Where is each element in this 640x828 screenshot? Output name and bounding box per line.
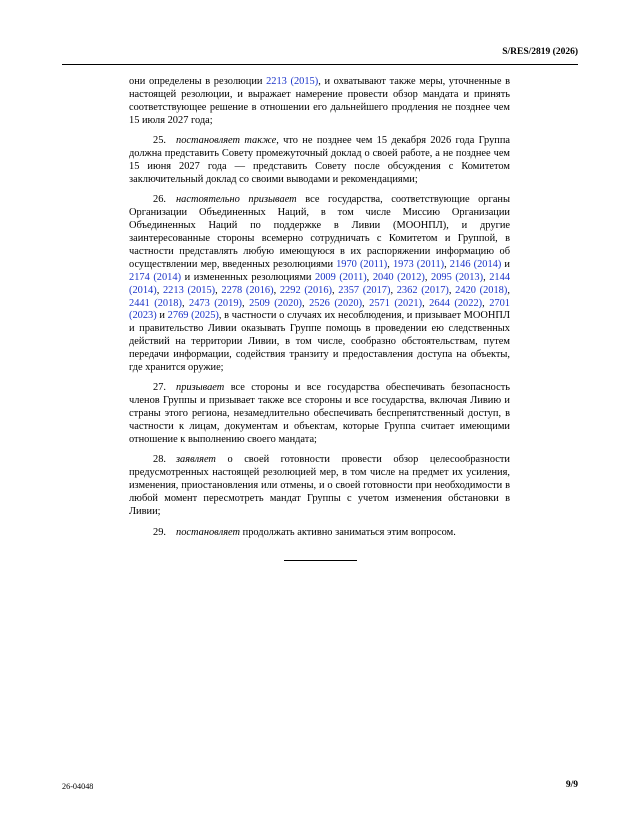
operative-paragraph: [129, 454, 510, 519]
operative-paragraph: [129, 194, 510, 375]
operative-paragraph: [129, 382, 510, 447]
resolution-link[interactable]: 2040 (2012): [372, 271, 425, 283]
page-number: 9/9: [565, 780, 578, 790]
paragraph-text: ,: [332, 284, 339, 296]
paragraph-text: ,: [273, 284, 280, 296]
resolution-link[interactable]: 2174 (2014): [129, 271, 182, 283]
paragraph-text: и измененных резолюциями: [181, 271, 316, 283]
paragraph-text: ,: [387, 258, 393, 270]
resolution-link[interactable]: 2362 (2017): [396, 284, 449, 296]
resolution-link[interactable]: 2009 (2011): [315, 271, 367, 283]
operative-verb: постановляет: [176, 526, 241, 538]
resolution-link[interactable]: 2420 (2018): [455, 284, 508, 296]
paragraph-number: 27.: [153, 382, 166, 394]
paragraph-continuation: [129, 76, 510, 128]
resolution-link[interactable]: 2473 (2019): [189, 297, 242, 309]
paragraph-number: 29.: [153, 526, 166, 538]
paragraph-text: все государства, соответствующие органы Организации Объединенных Наций, в том числе Миссию Организации Объединенных Наций по поддержке в Ливии (МООНПЛ), и другие заинтересованные стороны всемерно сотрудничать с Комитетом и Группой, в частности представлять любую имеющуюся в их распоряжении информацию об осуществлении мер, введенных резолюциями: [129, 194, 510, 270]
operative-verb: настоятельно призывает: [176, 194, 297, 206]
paragraph-text: ,: [424, 271, 432, 283]
resolution-link[interactable]: 2146 (2014): [449, 258, 502, 270]
resolution-link[interactable]: 2441 (2018): [129, 297, 182, 309]
resolution-link[interactable]: 2292 (2016): [279, 284, 333, 296]
paragraph-text: и: [501, 258, 510, 270]
paragraph-text: продолжать активно заниматься этим вопросом.: [240, 526, 456, 538]
paragraph-text: ,: [507, 284, 510, 296]
resolution-link[interactable]: 1973 (2011): [392, 258, 445, 270]
paragraph-text: ,: [215, 284, 222, 296]
paragraph-text: ,: [390, 284, 397, 296]
paragraph-number: 26.: [153, 194, 166, 206]
paragraph-text: ,: [302, 297, 310, 309]
resolution-link[interactable]: 2571 (2021): [369, 297, 423, 309]
paragraph-text: ,: [482, 297, 490, 309]
operative-verb: призывает: [176, 382, 225, 394]
operative-paragraph: [129, 527, 510, 540]
operative-verb: заявляет: [176, 454, 216, 466]
resolution-link[interactable]: 2701 (2023): [129, 297, 510, 322]
document-number: 26-04048: [62, 782, 94, 791]
paragraph-text: ,: [362, 297, 370, 309]
resolution-link[interactable]: 2095 (2013): [431, 271, 484, 283]
resolution-body: [129, 76, 510, 547]
resolution-link[interactable]: 2213 (2015): [162, 284, 216, 296]
paragraph-text: ,: [366, 271, 373, 283]
paragraph-number: 25.: [153, 135, 166, 147]
paragraph-text: о своей готовности провести обзор целесообразности предусмотренных настоящей резолюцией мер, в том числе на предмет их усиления, изменения, приостановления или отмены, и о своей готовности при необходимости в любой момент пересмотреть мандат Группы с учетом изменения обстановки в Ливии;: [129, 454, 510, 518]
paragraph-text: , и охватывают также меры, уточненные в настоящей резолюции, и выражает намерение провести обзор мандата и принять соответствующее решение в отношении его дальнейшего продления не позднее чем 15 июля 2027 года;: [129, 76, 510, 126]
paragraph-text: они определены в резолюции: [129, 76, 267, 87]
operative-paragraph: [129, 135, 510, 187]
resolution-link[interactable]: 2278 (2016): [221, 284, 274, 296]
paragraph-text: ,: [181, 297, 190, 309]
resolution-link[interactable]: 2769 (2025): [167, 310, 219, 322]
paragraph-text: ,: [483, 271, 490, 283]
operative-verb: постановляет также: [176, 135, 277, 147]
paragraph-text: и: [156, 310, 168, 322]
resolution-link[interactable]: 2644 (2022): [429, 297, 483, 309]
paragraph-text: ,: [448, 284, 456, 296]
resolution-link[interactable]: 1970 (2011): [336, 258, 388, 270]
resolution-link[interactable]: 2526 (2020): [309, 297, 363, 309]
resolution-link[interactable]: 2213 (2015): [266, 76, 319, 87]
end-of-document-rule: [284, 560, 357, 561]
header-divider: [62, 64, 578, 65]
document-symbol: S/RES/2819 (2026): [502, 47, 578, 57]
paragraph-text: ,: [156, 284, 163, 296]
resolution-link[interactable]: 2509 (2020): [249, 297, 303, 309]
resolution-link[interactable]: 2144 (2014): [129, 271, 511, 296]
paragraph-text: , что не позднее чем 15 декабря 2026 года Группа должна представить Совету промежуточный доклад о своей работе, а не позднее чем 15 июня 2027 года — представить Совету после обсуждения с Комитетом заключительный доклад со своими выводами и рекомендациями;: [129, 135, 510, 185]
paragraph-text: все стороны и все государства обеспечивать безопасность членов Группы и призывает также все стороны и все государства, включая Ливию и страны этого региона, незамедлительно обеспечивать беспрепятственный доступ, в частности к лицам, документам и объектам, которые Группа считает имеющими отношение к выполнению своего мандата;: [129, 382, 510, 446]
paragraph-text: ,: [422, 297, 430, 309]
resolution-link[interactable]: 2357 (2017): [338, 284, 391, 296]
paragraph-number: 28.: [153, 454, 166, 466]
paragraph-text: ,: [444, 258, 450, 270]
paragraph-text: ,: [241, 297, 250, 309]
paragraph-text: , в частности о случаях их несоблюдения, и призывает МООНПЛ и правительство Ливии оказывать Группе помощь в проведении ею следственных действий на территории Ливии, в том числе, сообразно обстоятельствам, путем передачи информации, содействия транзиту и предоставления доступа на объекты, где хранится оружие;: [129, 310, 510, 374]
